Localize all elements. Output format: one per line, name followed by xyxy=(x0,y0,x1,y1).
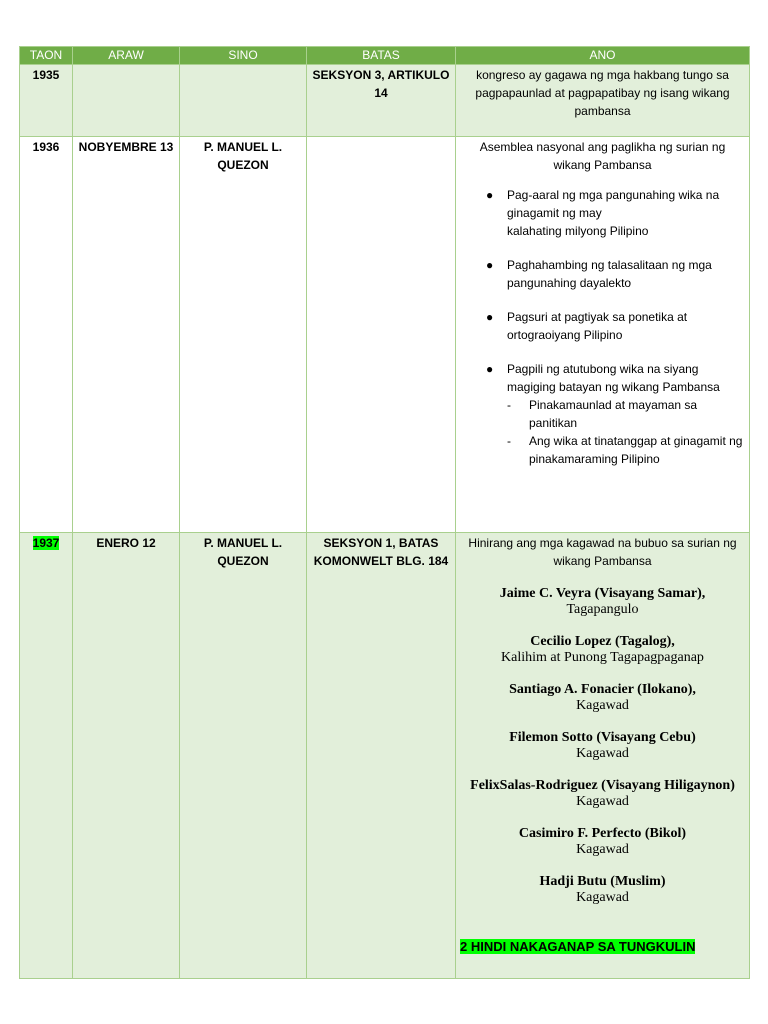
bullet-icon: ● xyxy=(486,362,494,376)
highlight-note xyxy=(460,938,745,956)
member-role: Kagawad xyxy=(576,842,629,857)
list-item xyxy=(460,256,745,292)
member-name: Casimiro F. Perfecto (Bikol) xyxy=(518,826,687,841)
member-name: FelixSalas-Rodriguez (Visayang Hiligaynon) xyxy=(470,778,735,793)
header-araw: ARAW xyxy=(73,47,180,65)
cell-sino: P. MANUEL L. QUEZON xyxy=(180,137,307,533)
member-entry xyxy=(460,730,745,762)
cell-araw xyxy=(73,65,180,137)
cell-taon: 1935 xyxy=(20,65,73,137)
bullet-icon: ● xyxy=(486,258,494,272)
cell-batas xyxy=(307,137,456,533)
header-taon: TAON xyxy=(20,47,73,65)
bullet-icon: ● xyxy=(486,188,494,202)
table-row-1937 xyxy=(20,533,750,979)
sub-bullet-text: Pinakamaunlad at mayaman sa panitikan xyxy=(529,398,698,430)
table-row-1936 xyxy=(20,137,750,533)
member-name: Jaime C. Veyra (Visayang Samar), xyxy=(499,586,706,601)
sub-list-item xyxy=(507,432,745,468)
member-role: Kagawad xyxy=(576,746,629,761)
cell-ano: kongreso ay gagawa ng mga hakbang tungo sa pagpapaunlad at pagpapatibay ng isang wikang pambansa xyxy=(456,65,750,137)
header-batas: BATAS xyxy=(307,47,456,65)
bullet-list xyxy=(460,186,745,468)
ano-intro: Asemblea nasyonal ang paglikha ng surian ng wikang Pambansa xyxy=(479,140,726,172)
member-entry xyxy=(460,826,745,858)
dash-icon: - xyxy=(507,434,511,448)
bullet-text: Pagsuri at pagtiyak sa ponetika at ortograoiyang Pilipino xyxy=(507,310,688,342)
cell-araw: NOBYEMBRE 13 xyxy=(73,137,180,533)
sub-bullet-text: Ang wika at tinatanggap at ginagamit ng pinakamaraming Pilipino xyxy=(529,434,743,466)
cell-sino xyxy=(180,65,307,137)
cell-taon xyxy=(20,533,73,979)
member-role: Kalihim at Punong Tagapagpaganap xyxy=(501,650,704,665)
bullet-text: Pag-aaral ng mga pangunahing wika na ginagamit ng may xyxy=(507,188,720,220)
header-ano: ANO xyxy=(456,47,750,65)
member-role: Kagawad xyxy=(576,698,629,713)
sub-bullet-list xyxy=(507,396,745,468)
highlight-note-text: 2 HINDI NAKAGANAP SA TUNGKULIN xyxy=(460,939,696,954)
member-entry xyxy=(460,634,745,666)
cell-taon: 1936 xyxy=(20,137,73,533)
year-highlight: 1937 xyxy=(32,536,60,550)
list-item xyxy=(460,186,745,240)
member-role: Kagawad xyxy=(576,794,629,809)
member-name: Santiago A. Fonacier (Ilokano), xyxy=(509,682,696,697)
cell-araw: ENERO 12 xyxy=(73,533,180,979)
bullet-text: kalahating milyong Pilipino xyxy=(507,224,649,238)
member-name: Cecilio Lopez (Tagalog), xyxy=(530,634,675,649)
bullet-text: Paghahambing ng talasalitaan ng mga pangunahing dayalekto xyxy=(507,258,712,290)
header-row xyxy=(20,47,750,65)
member-name: Hadji Butu (Muslim) xyxy=(539,874,666,889)
member-entry xyxy=(460,682,745,714)
bullet-text: Pagpili ng atutubong wika na siyang magiging batayan ng wikang Pambansa xyxy=(507,362,720,394)
member-name: Filemon Sotto (Visayang Cebu) xyxy=(509,730,696,745)
member-entry xyxy=(460,874,745,906)
member-role: Tagapangulo xyxy=(566,602,639,617)
bullet-icon: ● xyxy=(486,310,494,324)
dash-icon: - xyxy=(507,398,511,412)
cell-ano xyxy=(456,533,750,979)
list-item xyxy=(460,360,745,468)
cell-sino: P. MANUEL L. QUEZON xyxy=(180,533,307,979)
cell-batas: SEKSYON 3, ARTIKULO 14 xyxy=(307,65,456,137)
sub-list-item xyxy=(507,396,745,432)
member-entry xyxy=(460,586,745,618)
cell-batas: SEKSYON 1, BATAS KOMONWELT BLG. 184 xyxy=(307,533,456,979)
cell-ano xyxy=(456,137,750,533)
member-role: Kagawad xyxy=(576,890,629,905)
member-entry xyxy=(460,778,745,810)
history-table xyxy=(19,46,750,979)
list-item xyxy=(460,308,745,344)
table-row-1935 xyxy=(20,65,750,137)
header-sino: SINO xyxy=(180,47,307,65)
ano-intro: Hinirang ang mga kagawad na bubuo sa surian ng wikang Pambansa xyxy=(468,536,737,568)
